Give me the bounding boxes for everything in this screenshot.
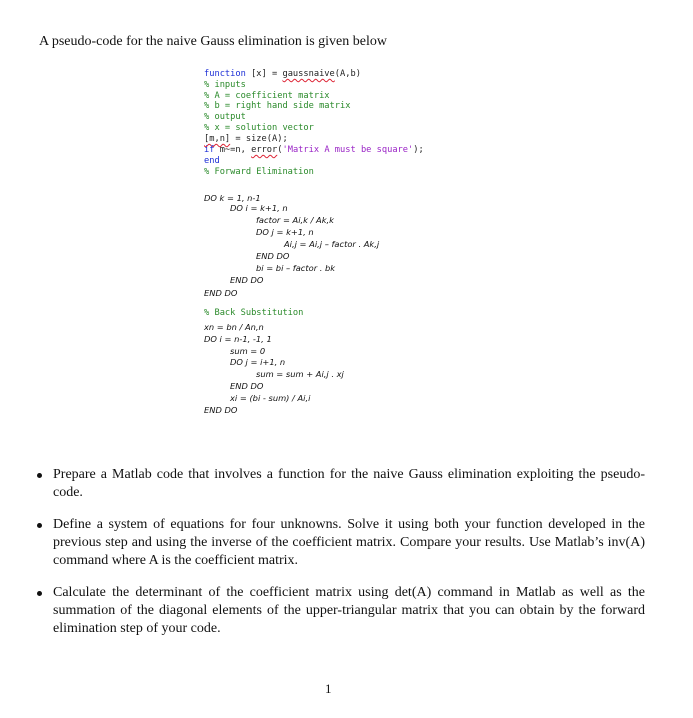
code-line-end: end	[204, 156, 220, 166]
pseudo-line: DO j = k+1, n	[256, 227, 314, 237]
code-comment: % b = right hand side matrix	[204, 101, 351, 111]
pseudo-line: END DO	[256, 251, 290, 261]
pseudo-line: sum = 0	[230, 346, 266, 356]
page-number: 1	[325, 681, 332, 696]
pseudo-line: DO i = k+1, n	[230, 203, 288, 213]
task-item: Define a system of equations for four unknowns. Solve it using both your function developed in the previous step and using the inverse of the coefficient matrix. Compare your results. Use Matlab’s inv(A) command where A is the coefficient matrix.	[37, 516, 645, 570]
pseudo-line: DO j = i+1, n	[230, 357, 286, 367]
task-list	[37, 466, 645, 652]
pseudo-line: END DO	[230, 275, 264, 285]
pseudo-line: xi = (bi - sum) / Ai,i	[230, 393, 311, 403]
task-item: Prepare a Matlab code that involves a function for the naive Gauss elimination exploiting the pseudo-code.	[37, 466, 645, 502]
code-comment-forward: % Forward Elimination	[204, 167, 314, 177]
code-comment: % A = coefficient matrix	[204, 91, 330, 101]
pseudo-line: END DO	[204, 288, 238, 298]
pseudo-line: END DO	[204, 405, 238, 415]
pseudo-line: Ai,j = Ai,j – factor . Ak,j	[284, 239, 380, 249]
pseudo-line: DO k = 1, n-1	[204, 193, 261, 203]
code-comment: % output	[204, 112, 246, 122]
code-comment-back: % Back Substitution	[204, 308, 304, 318]
task-item: Calculate the determinant of the coefficient matrix using det(A) command in Matlab as well as the summation of the diagonal elements of the upper-triangular matrix that you can obtain by the forward elimination step of your code.	[37, 584, 645, 638]
document-heading: A pseudo-code for the naive Gauss elimination is given below	[39, 34, 387, 49]
pseudo-line: DO i = n-1, -1, 1	[204, 334, 272, 344]
code-line-if: if m~=n, error('Matrix A must be square');	[204, 145, 424, 155]
pseudo-line: sum = sum + Ai,j . xj	[256, 369, 344, 379]
pseudo-line: END DO	[230, 381, 264, 391]
code-comment: % inputs	[204, 80, 246, 90]
pseudo-line: factor = Ai,k / Ak,k	[256, 215, 334, 225]
pseudo-line: bi = bi – factor . bk	[256, 263, 336, 273]
code-comment: % x = solution vector	[204, 123, 314, 133]
code-line-size: [m,n] = size(A);	[204, 134, 288, 144]
pseudo-line: xn = bn / An,n	[204, 322, 264, 332]
code-line-function: function [x] = gaussnaive(A,b)	[204, 69, 361, 79]
